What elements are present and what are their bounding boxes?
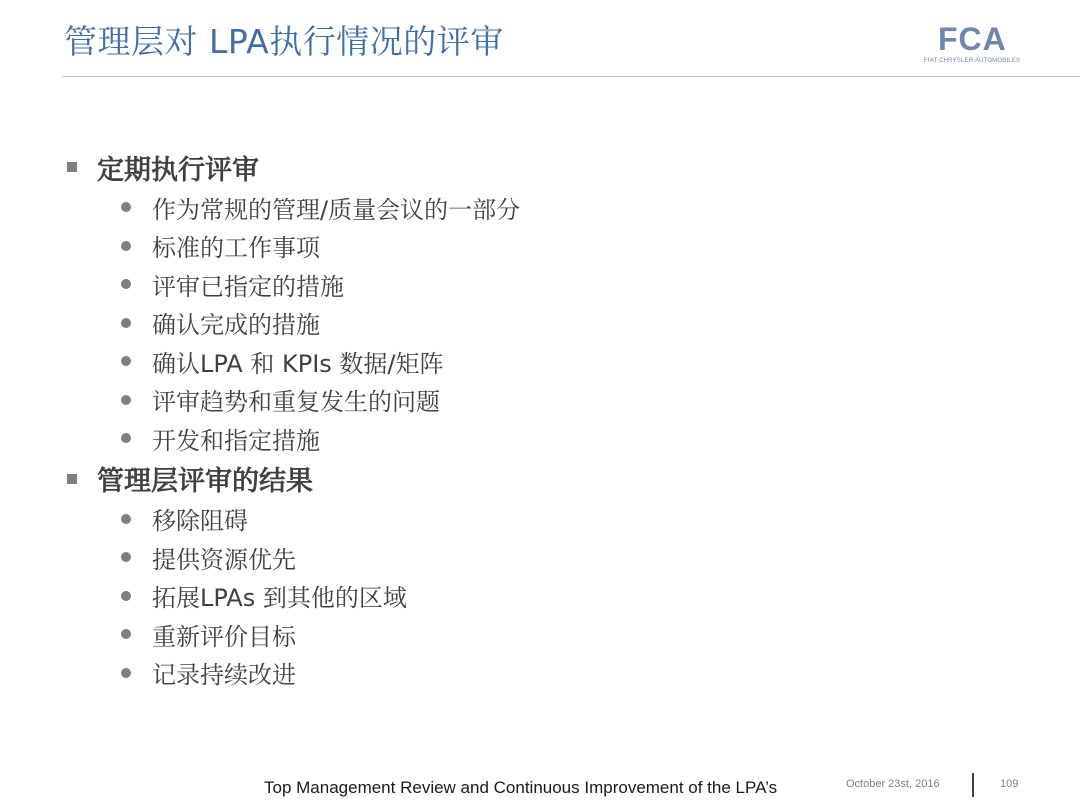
section-heading bbox=[64, 460, 964, 498]
list-item bbox=[64, 342, 964, 381]
list-item-text: 记录持续改进 bbox=[152, 661, 296, 690]
round-bullet-icon bbox=[121, 356, 131, 366]
list-item bbox=[64, 381, 964, 420]
list-item-text: 开发和指定措施 bbox=[152, 426, 320, 455]
round-bullet-icon bbox=[121, 433, 131, 443]
round-bullet-icon bbox=[121, 552, 131, 562]
header-divider bbox=[62, 76, 1080, 77]
list-item-text: 确认LPA 和 KPIs 数据/矩阵 bbox=[152, 349, 444, 378]
square-bullet-icon bbox=[67, 162, 77, 172]
round-bullet-icon bbox=[121, 241, 131, 251]
list-item-text: 标准的工作事项 bbox=[152, 234, 320, 263]
round-bullet-icon bbox=[121, 318, 131, 328]
bullet-list bbox=[64, 500, 964, 693]
round-bullet-icon bbox=[121, 629, 131, 639]
logo-subtext: FIAT CHRYSLER AUTOMOBILES bbox=[924, 58, 1021, 64]
list-item bbox=[64, 419, 964, 458]
list-item-text: 作为常规的管理/质量会议的一部分 bbox=[152, 195, 521, 224]
list-item bbox=[64, 227, 964, 266]
list-item-text: 重新评价目标 bbox=[152, 622, 296, 651]
list-item-text: 提供资源优先 bbox=[152, 545, 296, 574]
section-heading-text: 管理层评审的结果 bbox=[97, 466, 313, 497]
list-item bbox=[64, 538, 964, 577]
logo-mark: FCA bbox=[938, 21, 1007, 57]
slide-content bbox=[64, 148, 964, 694]
list-item-text: 评审趋势和重复发生的问题 bbox=[152, 388, 440, 417]
list-item bbox=[64, 304, 964, 343]
footer-divider bbox=[972, 773, 974, 797]
list-item-text: 移除阻碍 bbox=[152, 507, 248, 536]
section-heading-text: 定期执行评审 bbox=[97, 154, 259, 186]
round-bullet-icon bbox=[121, 395, 131, 405]
list-item bbox=[64, 615, 964, 654]
list-item bbox=[64, 654, 964, 693]
round-bullet-icon bbox=[121, 668, 131, 678]
square-bullet-icon bbox=[67, 474, 77, 484]
round-bullet-icon bbox=[121, 514, 131, 524]
list-item bbox=[64, 577, 964, 616]
slide-title: 管理层对 LPA执行情况的评审 bbox=[64, 22, 504, 61]
round-bullet-icon bbox=[121, 202, 131, 212]
round-bullet-icon bbox=[121, 591, 131, 601]
list-item bbox=[64, 188, 964, 227]
list-item-text: 确认完成的措施 bbox=[152, 311, 320, 340]
bullet-list bbox=[64, 188, 964, 458]
list-item bbox=[64, 500, 964, 539]
page-number: 109 bbox=[1000, 778, 1019, 790]
list-item bbox=[64, 265, 964, 304]
list-item-text: 评审已指定的措施 bbox=[152, 272, 344, 301]
footer-date: October 23st, 2016 bbox=[846, 778, 940, 790]
list-item-text: 拓展LPAs 到其他的区域 bbox=[152, 584, 407, 613]
round-bullet-icon bbox=[121, 279, 131, 289]
footer-title: Top Management Review and Continuous Improvement of the LPA’s bbox=[264, 778, 778, 797]
section-heading bbox=[64, 148, 964, 186]
fca-logo bbox=[924, 22, 1044, 68]
